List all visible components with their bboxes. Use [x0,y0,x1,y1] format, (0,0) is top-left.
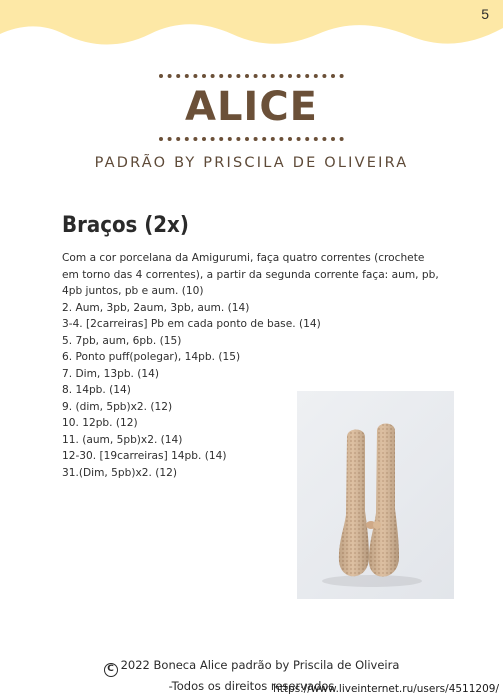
ornament-dot [331,137,335,141]
instruction-line: 9. (dim, 5pb)x2. (12) [62,400,173,413]
ornament-dot [279,137,283,141]
ornament-dot [245,74,249,78]
pattern-subtitle: PADRÃO BY PRISCILA DE OLIVEIRA [94,155,409,171]
footer-copyright-line [0,656,503,677]
ornament-dot [211,74,215,78]
copyright-icon: C [104,663,118,677]
ornament-dot [228,74,232,78]
ornament-dot [185,137,189,141]
page-number: 5 [481,6,489,22]
ornament-dot [288,137,292,141]
ornament-dot [340,74,344,78]
section-title: Braços (2x) [62,213,189,238]
ornament-dot [193,137,197,141]
ornament-dot [176,74,180,78]
ornament-dot [254,137,258,141]
ornament-dot [193,74,197,78]
instruction-line: 8. 14pb. (14) [62,384,131,396]
instruction-line: 12-30. [19carreiras] 14pb. (14) [62,450,227,462]
ornament-dot [219,137,223,141]
instruction-line: 6. Ponto puff(polegar), 14pb. (15) [62,351,241,363]
ornament-dot [185,74,189,78]
ornament-dot [159,137,163,141]
ornament-dot [236,74,240,78]
instruction-line: 11. (aum, 5pb)x2. (14) [62,433,183,446]
ornament-dot [168,137,172,141]
ornament-dot [297,137,301,141]
ornament-dot [159,74,163,78]
instruction-line: 7. Dim, 13pb. (14) [62,367,160,380]
ornament-dot [305,74,309,78]
ornament-dot [305,137,309,141]
ornament-dot [314,137,318,141]
instruction-line: 2. Aum, 3pb, 2aum, 3pb, aum. (14) [62,301,250,314]
ornament-dot [219,74,223,78]
ornament-dot [176,137,180,141]
ornament-dot [262,74,266,78]
footer-copyright-text: 2022 Boneca Alice padrão by Priscila de Oliveira [120,658,400,672]
dotted-divider-top [158,73,348,79]
instruction-line: 5. 7pb, aum, 6pb. (15) [62,334,182,347]
ornament-dot [331,74,335,78]
ornament-dot [279,74,283,78]
ornament-dot [202,137,206,141]
footer-rights-text: -Todos os direitos reservados [168,679,335,693]
instruction-line: 31.(Dim, 5pb)x2. (12) [62,466,177,479]
crochet-arms-illustration [297,391,454,599]
dotted-divider-bottom [158,136,348,142]
ornament-dot [254,74,258,78]
ornament-dot [236,137,240,141]
ornament-dot [314,74,318,78]
pattern-title: ALICE [184,84,318,130]
ornament-dot [211,137,215,141]
instruction-line: Com a cor porcelana da Amigurumi, faça quatro correntes (crochete [62,252,425,264]
ornament-dot [340,137,344,141]
header-wave [0,0,503,60]
crochet-arms-photo [297,391,454,599]
ornament-dot [228,137,232,141]
ornament-dot [271,137,275,141]
ornament-dot [271,74,275,78]
instruction-line: 3-4. [2carreiras] Pb em cada ponto de base. (14) [62,318,321,330]
instruction-line: 4pb juntos, pb e aum. (10) [62,285,204,297]
ornament-dot [262,137,266,141]
ornament-dot [322,74,326,78]
ornament-dot [297,74,301,78]
ornament-dot [288,74,292,78]
ornament-dot [322,137,326,141]
ornament-dot [202,74,206,78]
instruction-line: em torno das 4 correntes), a partir da segunda corrente faça: aum, pb, [62,268,439,281]
instruction-line: 10. 12pb. (12) [62,417,138,429]
watermark-url[interactable]: https://www.liveinternet.ru/users/4511209/ [273,683,499,695]
ornament-dot [168,74,172,78]
ornament-dot [245,137,249,141]
